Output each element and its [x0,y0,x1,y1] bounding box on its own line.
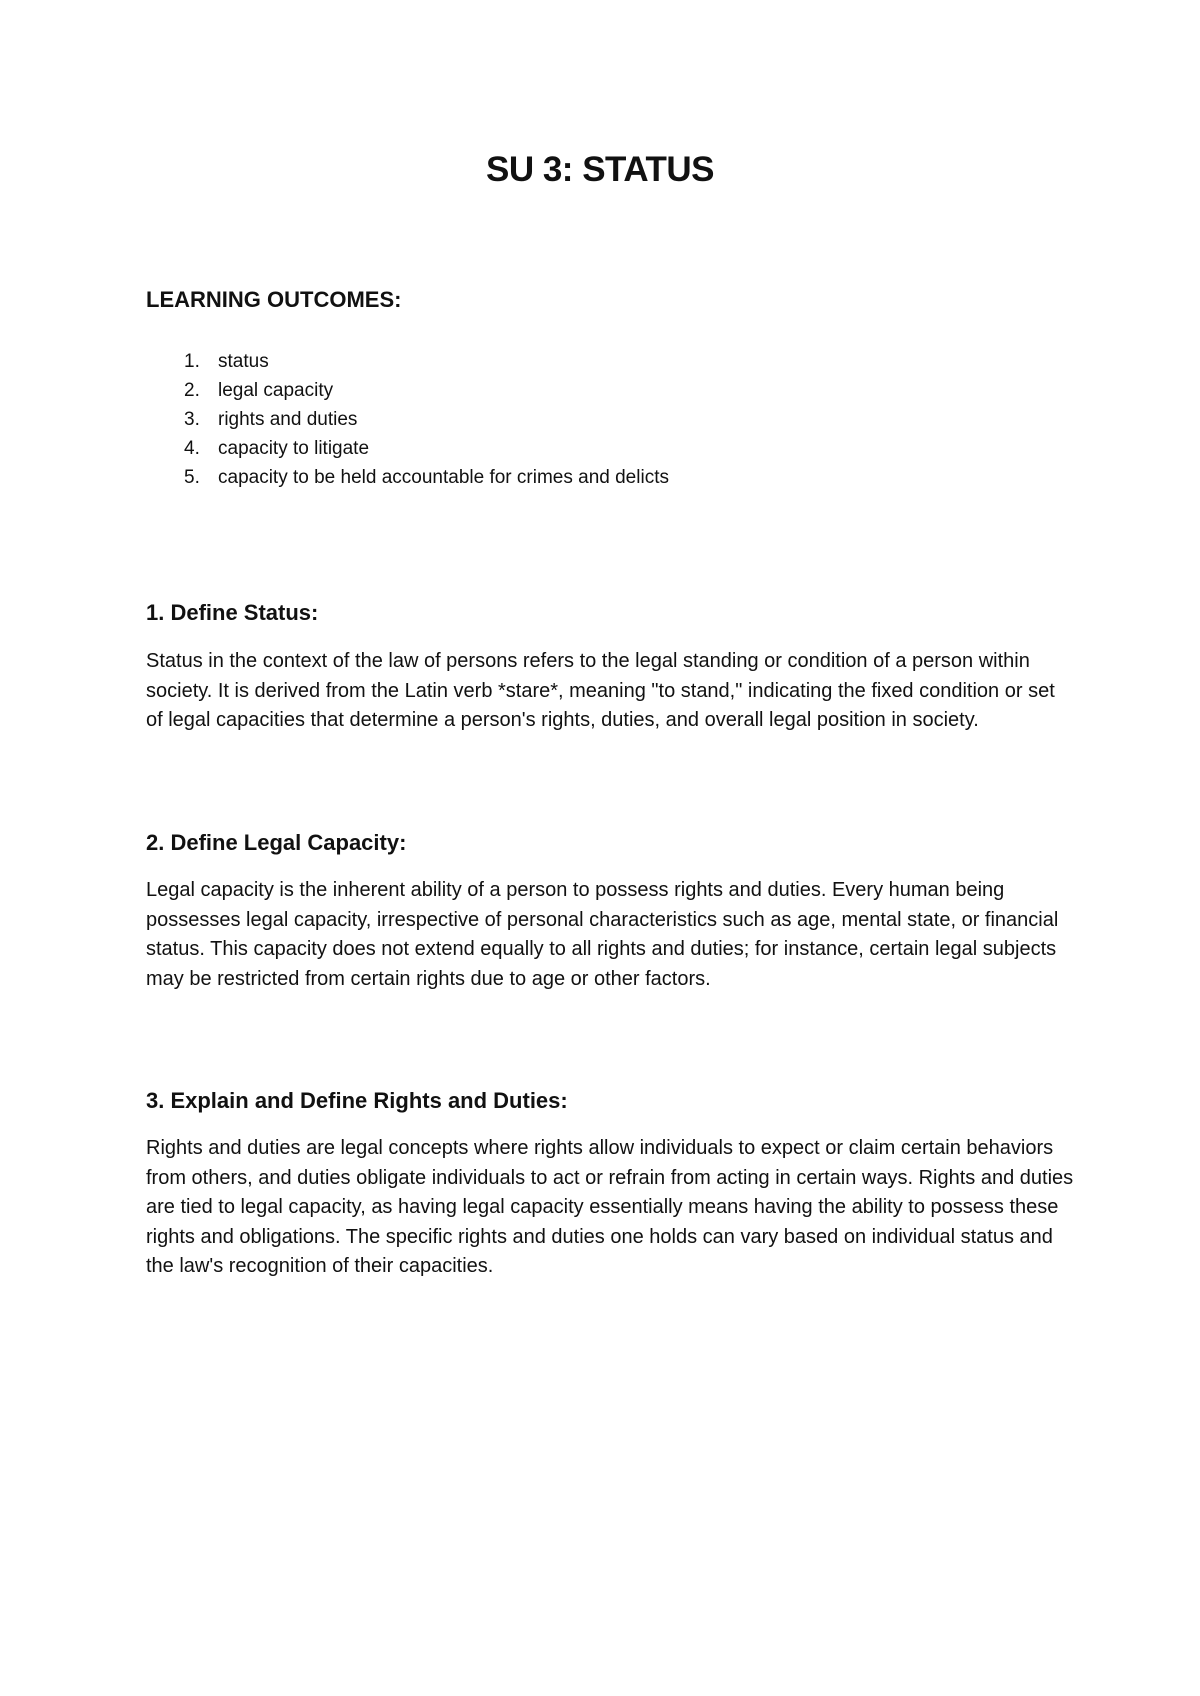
list-item-text: status [218,351,269,372]
list-item-text: legal capacity [218,380,334,401]
list-item [146,434,669,463]
list-item-text: rights and duties [218,409,358,430]
section-body-legal-capacity: Legal capacity is the inherent ability of a person to possess rights and duties. Every human being possesses legal capacity, irrespective of personal characteristics such as age, mental state, or financial status. This capacity does not extend equally to all rights and duties; for instance, certain legal subjects may be restricted from certain rights due to age or other factors. [146,879,1059,990]
section-body-status: Status in the context of the law of persons refers to the legal standing or condition of a person within society. It is derived from the Latin verb *stare*, meaning "to stand," indicating the fixed condition or set of legal capacities that determine a person's rights, duties, and overall legal position in society. [146,650,1055,731]
learning-outcomes-heading: LEARNING OUTCOMES: [146,287,402,312]
learning-outcomes-list [146,347,669,492]
document-title: SU 3: STATUS [486,150,714,189]
list-item-number: 1. [184,351,200,372]
section-body-rights-duties: Rights and duties are legal concepts where rights allow individuals to expect or claim certain behaviors from others, and duties obligate individuals to act or refrain from acting in certain ways. Rights and duties are tied to legal capacity, as having legal capacity essentially means having the ability to possess these rights and obligations. The specific rights and duties one holds can vary based on individual status and the law's recognition of their capacities. [146,1137,1074,1277]
list-item-text: capacity to litigate [218,438,370,459]
list-item [146,376,669,405]
section-heading-status: 1. Define Status: [146,600,319,625]
section-heading-legal-capacity: 2. Define Legal Capacity: [146,830,407,855]
list-item-number: 3. [184,409,200,430]
list-item-number: 2. [184,380,200,401]
list-item [146,405,669,434]
section-heading-rights-duties: 3. Explain and Define Rights and Duties: [146,1088,568,1113]
list-item [146,463,669,492]
list-item-number: 4. [184,438,200,459]
list-item-number: 5. [184,467,200,488]
list-item-text: capacity to be held accountable for crimes and delicts [218,467,669,488]
list-item [146,347,669,376]
